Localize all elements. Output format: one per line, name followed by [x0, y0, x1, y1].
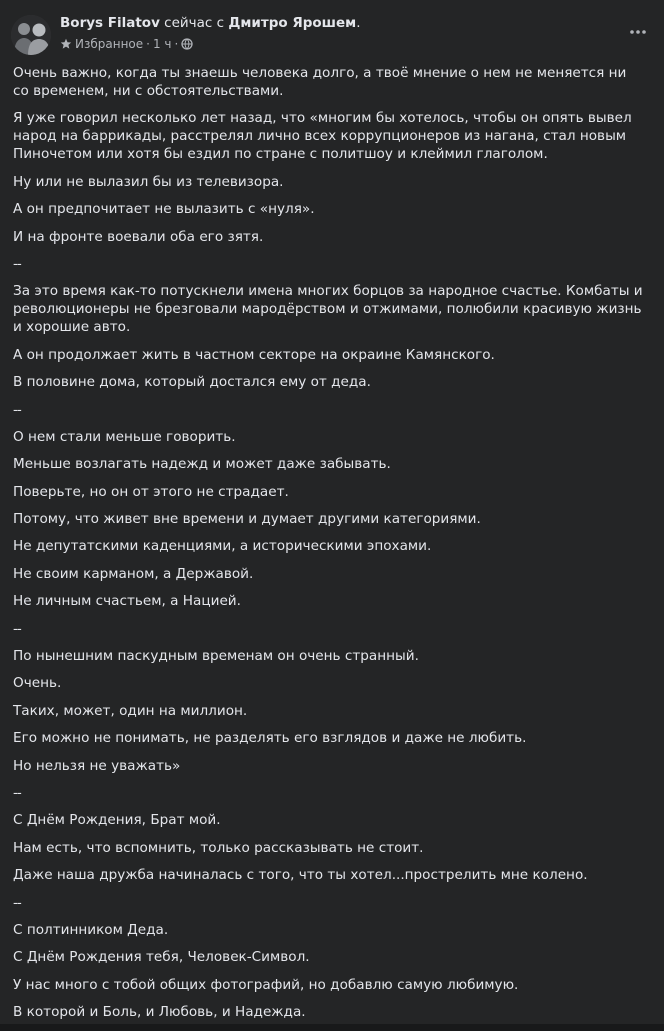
post-body	[13, 64, 643, 1031]
meta-dot: ·	[146, 37, 150, 51]
post-paragraph: Очень важно, когда ты знаешь человека долго, а твоё мнение о нем не меняется ни со временем, ни с обстоятельствами.	[13, 65, 627, 99]
post-paragraph: По нынешним паскудным временам он очень странный.	[13, 648, 419, 665]
post-paragraph: И на фронте воевали оба его зятя.	[13, 228, 264, 245]
post-paragraph: А он предпочитает не вылазить с «нуля».	[13, 201, 315, 218]
post-paragraph: А он продолжает жить в частном секторе на окраине Камянского.	[13, 346, 495, 363]
separator: --	[13, 620, 21, 637]
author-line	[60, 14, 361, 32]
avatar-photo	[11, 15, 51, 55]
post-paragraph: Таких, может, один на миллион.	[13, 702, 248, 719]
post-paragraph: С Днём Рождения, Брат мой.	[13, 812, 221, 829]
post-paragraph: Не своим карманом, а Державой.	[13, 565, 254, 582]
tagged-suffix: .	[356, 15, 361, 31]
star-icon	[60, 38, 72, 50]
separator: --	[13, 894, 21, 911]
avatar[interactable]	[11, 15, 51, 55]
more-dots-icon	[628, 22, 648, 42]
post-paragraph: В которой и Боль, и Любовь, и Надежда.	[13, 1004, 306, 1021]
separator: --	[13, 255, 21, 272]
post-paragraph: Даже наша дружба начиналась с того, что ты хотел...прострелить мне колено.	[13, 867, 588, 884]
post-paragraph: За это время как-то потускнели имена многих борцов за народное счастье. Комбаты и революционеры не брезговали мародёрством и отжимами, полюбили красивую жизнь и хорошие авто.	[13, 283, 643, 336]
post-timestamp[interactable]: 1 ч	[152, 37, 172, 51]
audience-label[interactable]: Избранное	[75, 37, 144, 51]
author-name[interactable]: Borys Filatov	[60, 15, 160, 31]
tagged-person[interactable]: Дмитро Ярошем	[228, 15, 357, 31]
post-paragraph: Очень.	[13, 675, 62, 692]
meta-dot-2: ·	[174, 37, 179, 51]
post-paragraph: Но нельзя не уважать»	[13, 757, 181, 774]
post-header	[0, 0, 664, 60]
separator: --	[13, 401, 21, 418]
post-paragraph: У нас много с тобой общих фотографий, но добавлю самую любимую.	[13, 976, 519, 993]
post-paragraph: Нам есть, что вспомнить, только рассказывать не стоит.	[13, 839, 424, 856]
separator: --	[13, 784, 21, 801]
post-paragraph: Я уже говорил несколько лет назад, что «многим бы хотелось, чтобы он опять вывел народ на баррикады, расстрелял лично всех коррупционеров из нагана, стал новым Пиночетом или хотя бы ездил по стране с политшоу и клеймил глаголом.	[13, 110, 632, 163]
post-paragraph: О нем стали меньше говорить.	[13, 428, 236, 445]
globe-icon[interactable]	[181, 38, 193, 50]
post-paragraph: Не депутатскими каденциями, а историческими эпохами.	[13, 538, 432, 555]
post-paragraph: Не личным счастьем, а Нацией.	[13, 593, 241, 610]
post-paragraph: Меньше возлагать надежд и может даже забывать.	[13, 456, 391, 473]
post-paragraph: В половине дома, который достался ему от деда.	[13, 374, 371, 391]
with-text: сейчас с	[164, 15, 225, 31]
post-paragraph: Поверьте, но он от этого не страдает.	[13, 483, 289, 500]
post-paragraph: С Днём Рождения тебя, Человек-Символ.	[13, 949, 310, 966]
more-options-button[interactable]	[628, 22, 648, 42]
post-meta	[60, 36, 193, 52]
post-paragraph: Его можно не понимать, не разделять его взглядов и даже не любить.	[13, 730, 527, 747]
post-paragraph: С полтинником Деда.	[13, 921, 169, 938]
post-paragraph: Ну или не вылазил бы из телевизора.	[13, 173, 284, 190]
post-paragraph: Потому, что живет вне времени и думает другими категориями.	[13, 511, 481, 528]
